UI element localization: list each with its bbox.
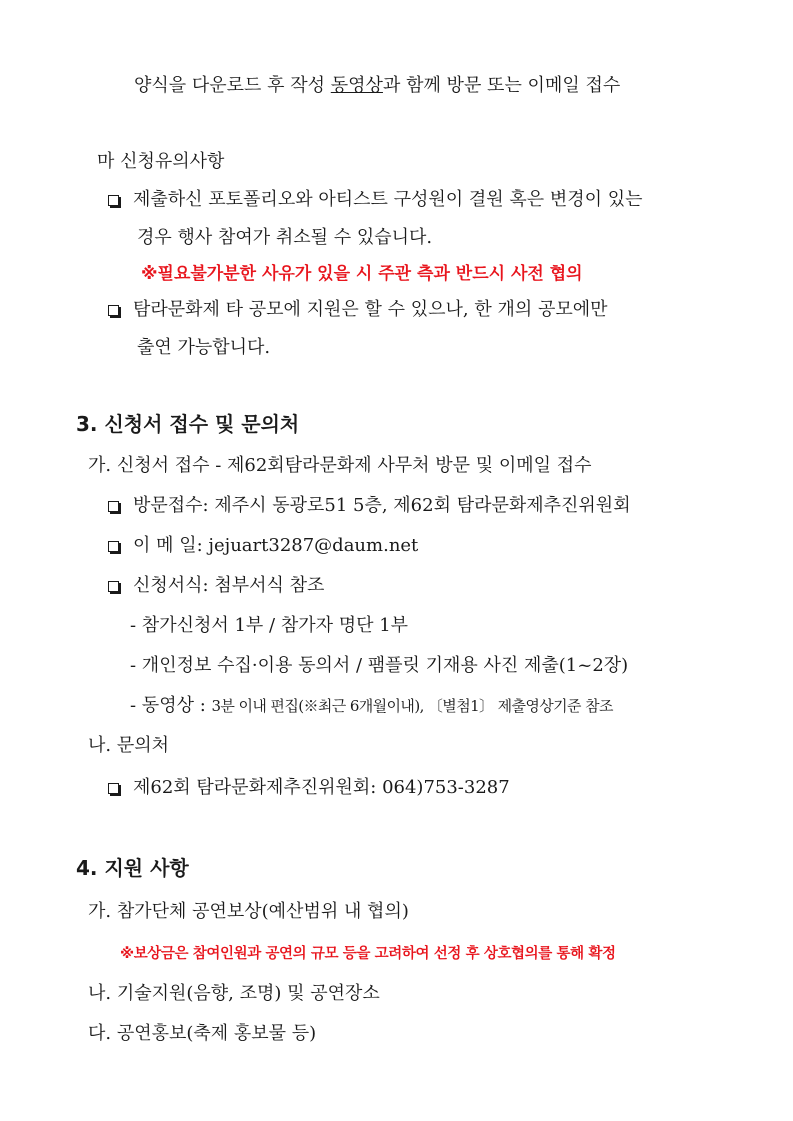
section4-heading: 4. 지원 사항 <box>76 856 189 880</box>
forms-text: 신청서식: 첨부서식 참조 <box>133 575 325 596</box>
ma-item2-continued: 출연 가능합니다. <box>137 337 271 358</box>
intro-text-underlined: 동영상 <box>330 75 383 96</box>
email-text: 이 메 일: jejuart3287@daum.net <box>133 535 419 556</box>
ma-item1-text: 제출하신 포토폴리오와 아티스트 구성원이 결원 혹은 변경이 있는 <box>133 189 643 210</box>
forms-sub3-text: 3분 이내 편집(※최근 6개월이내), 〔별첨1〕 제출영상기준 참조 <box>211 697 613 715</box>
ma-notice: ※필요불가분한 사유가 있을 시 주관 측과 반드시 사전 협의 <box>141 264 583 284</box>
intro-text-before: 양식을 다운로드 후 작성 <box>134 75 331 96</box>
forms-sub1: - 참가신청서 1부 / 참가자 명단 1부 <box>130 615 409 636</box>
checkbox-bullet-icon <box>108 581 119 592</box>
checkbox-bullet-icon <box>108 195 119 206</box>
ma-item1 <box>108 188 643 212</box>
ma-item2 <box>108 298 608 322</box>
contact-text: 제62회 탐라문화제추진위원회: 064)753-3287 <box>133 777 510 798</box>
ma-item2-text: 탐라문화제 타 공모에 지원은 할 수 있으나, 한 개의 공모에만 <box>133 299 608 320</box>
intro-line <box>134 74 620 98</box>
section-ma-title: 마 신청유의사항 <box>97 151 225 172</box>
forms-sub3 <box>130 694 613 718</box>
checkbox-bullet-icon <box>108 305 119 316</box>
visit-text: 방문접수: 제주시 동광로51 5층, 제62회 탐라문화제추진위원회 <box>133 495 631 516</box>
ma-item1-continued: 경우 행사 참여가 취소될 수 있습니다. <box>137 227 433 248</box>
section3-email <box>108 534 418 558</box>
checkbox-bullet-icon <box>108 541 119 552</box>
section3-ga: 가. 신청서 접수 - 제62회탐라문화제 사무처 방문 및 이메일 접수 <box>88 455 592 476</box>
section3-contact <box>108 776 510 800</box>
section3-forms <box>108 574 324 598</box>
section4-da: 다. 공연홍보(축제 홍보물 등) <box>88 1023 317 1044</box>
forms-sub2: - 개인정보 수집·이용 동의서 / 팸플릿 기재용 사진 제출(1~2장) <box>130 655 629 676</box>
section4-notice: ※보상금은 참여인원과 공연의 규모 등을 고려하여 선정 후 상호협의를 통해 확정 <box>120 946 616 962</box>
section3-heading: 3. 신청서 접수 및 문의처 <box>76 412 300 436</box>
checkbox-bullet-icon <box>108 783 119 794</box>
checkbox-bullet-icon <box>108 501 119 512</box>
intro-text-after: 과 함께 방문 또는 이메일 접수 <box>382 75 621 96</box>
section3-visit <box>108 494 631 518</box>
section3-na: 나. 문의처 <box>88 735 169 756</box>
forms-sub3-prefix: - 동영상 : <box>130 695 212 716</box>
section4-na: 나. 기술지원(음향, 조명) 및 공연장소 <box>88 983 380 1004</box>
section4-ga: 가. 참가단체 공연보상(예산범위 내 협의) <box>88 901 409 922</box>
